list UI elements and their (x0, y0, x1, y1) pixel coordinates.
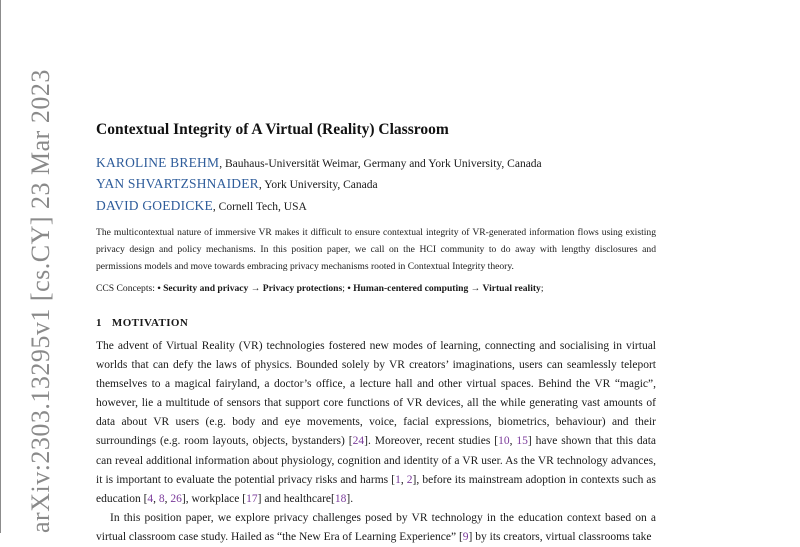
text-run: , (164, 492, 171, 505)
section-heading (96, 317, 188, 329)
text-run: ] and healthcare[ (257, 492, 335, 505)
ccs-concepts (96, 283, 544, 294)
citation-link[interactable]: 24 (352, 435, 365, 448)
arxiv-side-stamp: arXiv:2303.13295v1 [cs.CY] 23 Mar 2023 (26, 69, 55, 533)
page-left-edge (0, 0, 1, 533)
section-body (96, 337, 656, 547)
text-run: ] by its creators, virtual classrooms take (468, 530, 652, 543)
text-run: In this position paper, we explore privacy challenges posed by VR technology in the education context based on a virtual classroom case study. Hailed as “the New Era of Learning Experience” [ (96, 511, 656, 543)
text-run: , (153, 492, 159, 505)
citation-link[interactable]: 9 (462, 530, 469, 543)
citation-link[interactable]: 15 (516, 435, 528, 448)
section-title: MOTIVATION (111, 317, 189, 329)
citation-link[interactable]: 2 (406, 473, 413, 486)
author-affiliation: , Cornell Tech, USA (212, 201, 307, 213)
ccs-end: ; (540, 283, 544, 294)
text-run: ] have shown that this data can reveal additional information about physiology, cognition and identity of a VR user. As the VR technology advances, it is important to evaluate the potential privacy risks and harms [ (96, 435, 657, 486)
text-run: ]. Moreover, recent studies [ (364, 435, 499, 448)
citation-link[interactable]: 1 (395, 473, 401, 486)
author-line-3 (96, 198, 307, 214)
section-number: 1 (96, 317, 102, 329)
citation-link[interactable]: 18 (334, 492, 347, 505)
text-run: The advent of Virtual Reality (VR) technologies fostered new modes of learning, connecting and socialising in virtual worlds that can defy the laws of physics. Bounded solely by VR creators’ imaginations, users can seamlessly teleport themselves to a magical fairyland, a doctor’s office, a lecture hall and other virtual spaces. Behind the VR “magic”, however, lie a multitude of sensors that support core functions of VR devices, all the while generating vast amounts of data about VR users (e.g. body and eye movements, voice, facial expressions, biometrics, behaviour) and their surroundings (e.g. room layouts, objects, bystanders) [ (96, 340, 656, 448)
author-name: DAVID GOEDICKE (96, 198, 213, 213)
text-run: , (400, 473, 407, 486)
paragraph-2 (96, 509, 656, 547)
author-name: YAN SHVARTZSHNAIDER (96, 176, 259, 191)
paragraph-1 (96, 337, 656, 509)
citation-link[interactable]: 10 (498, 435, 510, 448)
citation-link[interactable]: 4 (147, 492, 154, 505)
paper-title: Contextual Integrity of A Virtual (Reality) Classroom (96, 121, 449, 138)
ccs-concept-1: • Security and privacy → Privacy protections (157, 283, 343, 294)
author-affiliation: , York University, Canada (258, 179, 378, 191)
ccs-concept-2: • Human-centered computing → Virtual reality (347, 283, 541, 294)
author-line-1 (96, 155, 542, 171)
author-name: KAROLINE BREHM (96, 155, 220, 170)
ccs-label: CCS Concepts: (96, 283, 158, 294)
ccs-separator: ; (342, 283, 348, 294)
text-run: ], before its mainstream adoption in contexts such as education [ (96, 473, 657, 505)
abstract: The multicontextual nature of immersive VR makes it difficult to ensure contextual integrity of VR-generated information flows using existing privacy design and policy mechanisms. In this position paper, we call on the HCI community to do away with lengthy disclosures and permissions models and move towards embracing privacy mechanisms rooted in Contextual Integrity theory. (96, 227, 656, 272)
author-affiliation: , Bauhaus-Universität Weimar, Germany and York University, Canada (219, 158, 542, 170)
text-run: ]. (346, 492, 354, 505)
author-line-2 (96, 176, 378, 192)
citation-link[interactable]: 26 (170, 492, 182, 505)
text-run: ], workplace [ (181, 492, 247, 505)
citation-link[interactable]: 8 (158, 492, 165, 505)
text-run: , (509, 435, 517, 448)
citation-link[interactable]: 17 (246, 492, 258, 505)
